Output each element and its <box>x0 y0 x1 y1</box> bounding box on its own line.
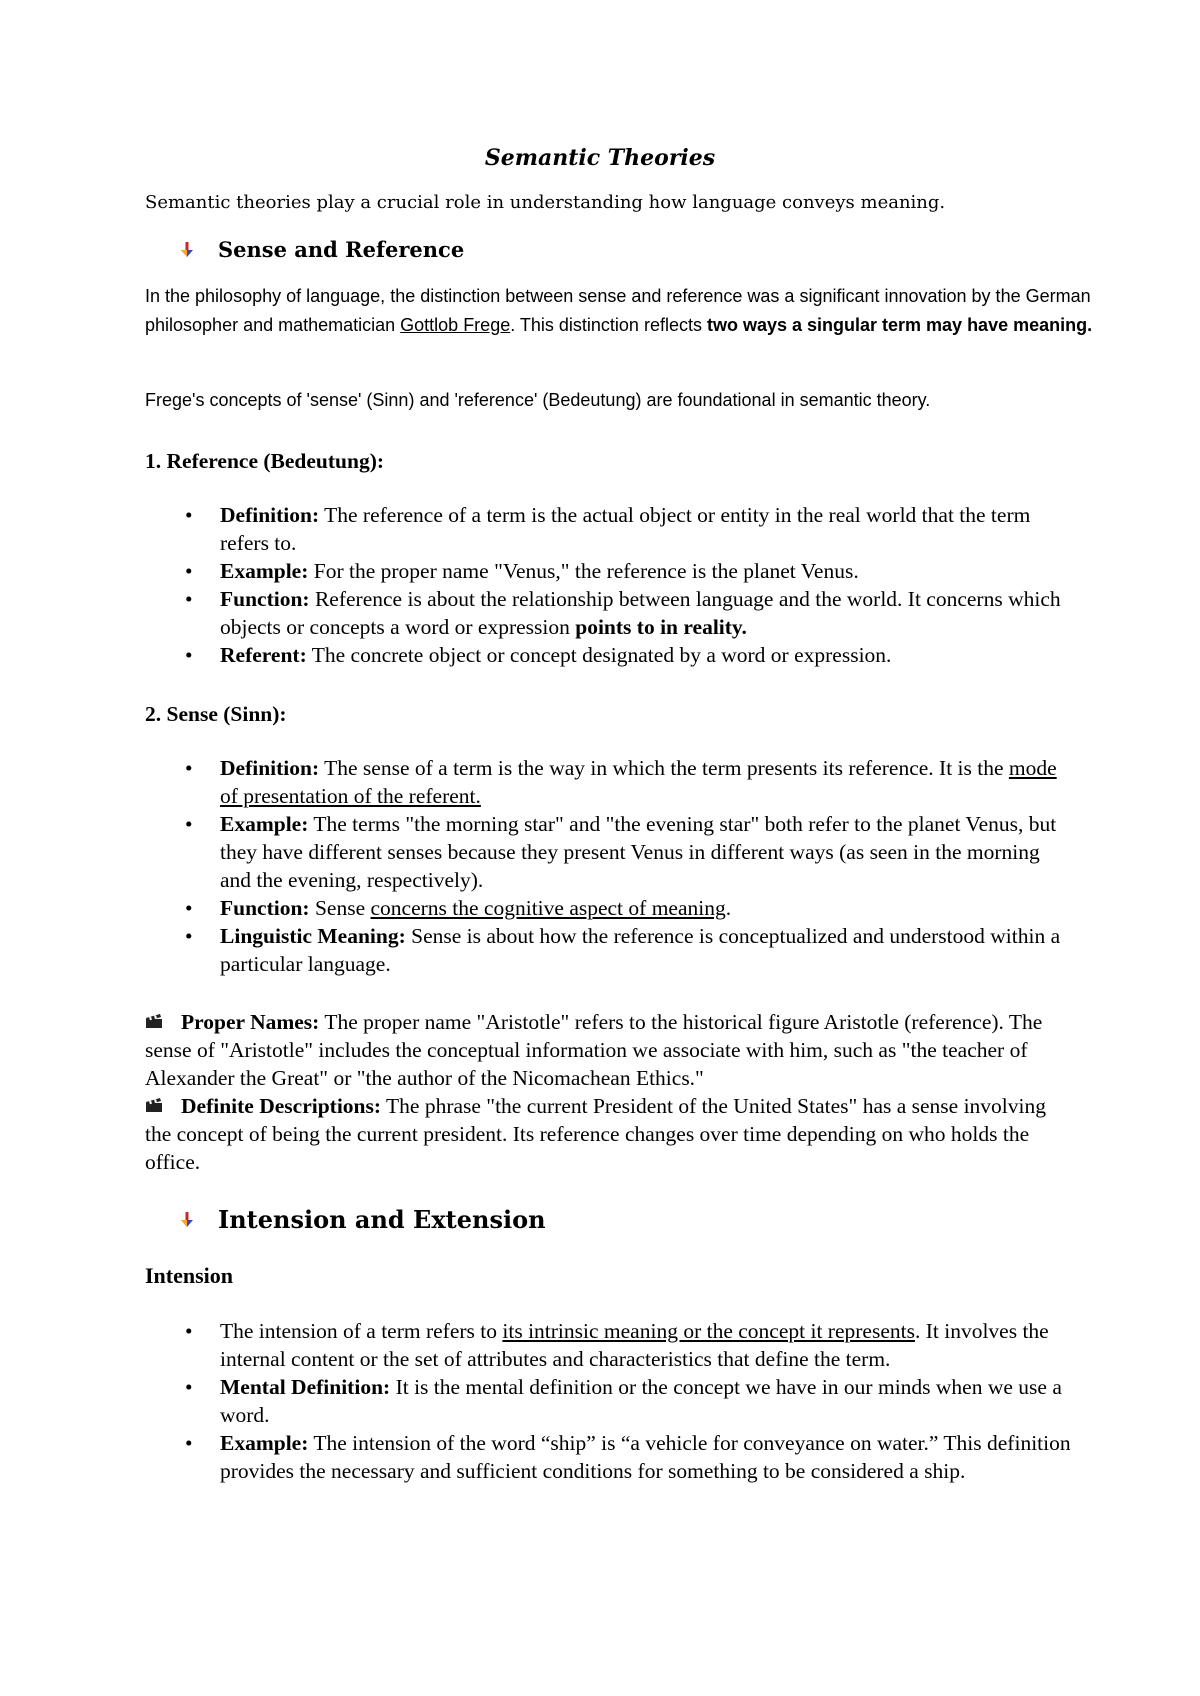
list-item <box>145 1317 1075 1373</box>
list-item <box>145 754 1075 810</box>
item-text: The sense of a term is the way in which the term presents its reference. It is the <box>319 756 1009 780</box>
definite-descriptions-label: Definite Descriptions: <box>181 1094 382 1118</box>
list-item <box>145 501 1075 557</box>
frege-paragraph <box>145 282 1105 340</box>
item-text-after: . <box>725 896 732 920</box>
item-label: Definition: <box>220 756 320 780</box>
item-label: Linguistic Meaning: <box>220 924 406 948</box>
item-label: Referent: <box>220 643 307 667</box>
list-item <box>145 641 1075 669</box>
item-bold-text: points to in reality. <box>575 615 747 639</box>
bullet-icon: • <box>185 503 193 527</box>
sense-list <box>145 754 1075 978</box>
list-item <box>145 922 1075 978</box>
item-text: The intension of the word “ship” is “a vehicle for conveyance on water.” This definition provides the necessary and sufficient conditions for something to be considered a ship. <box>220 1431 1071 1483</box>
list-item <box>145 1373 1075 1429</box>
list-item <box>145 894 1075 922</box>
bullet-icon: • <box>185 896 193 920</box>
section-heading-label: Sense and Reference <box>218 237 465 262</box>
reference-list <box>145 501 1075 669</box>
intension-list <box>145 1317 1075 1485</box>
item-text-after: . It involves the internal content or the set of attributes and characteristics that define the term. <box>220 1319 1049 1371</box>
item-text: Sense is about how the reference is conceptualized and understood within a particular language. <box>220 924 1061 976</box>
item-label: Definition: <box>220 503 320 527</box>
list-item <box>145 1429 1075 1485</box>
definite-descriptions-text: The phrase "the current President of the United States" has a sense involving the concept of being the current president. Its reference changes over time depending on who holds the office. <box>145 1094 1047 1174</box>
list-item <box>145 810 1075 894</box>
item-text: The concrete object or concept designated by a word or expression. <box>306 643 892 667</box>
item-label: Function: <box>220 587 310 611</box>
bullet-icon: • <box>185 756 193 780</box>
clapperboard-icon <box>145 1008 163 1036</box>
item-text: The intension of a term refers to <box>220 1319 503 1343</box>
proper-names-text: The proper name "Aristotle" refers to the historical figure Aristotle (reference). The sense of "Aristotle" includes the conceptual information we associate with him, such as "the teacher of Alexander the Great" or "the author of the Nicomachean Ethics." <box>145 1010 1043 1090</box>
item-label: Example: <box>220 559 309 583</box>
bullet-icon: • <box>185 587 193 611</box>
item-text: It is the mental definition or the concept we have in our minds when we use a word. <box>220 1375 1062 1427</box>
proper-names-label: Proper Names: <box>181 1010 320 1034</box>
bullet-icon: • <box>185 559 193 583</box>
item-text: Reference is about the relationship between language and the world. It concerns which objects or concepts a word or expression <box>220 587 1061 639</box>
bullet-icon: • <box>185 1319 193 1343</box>
item-text: The terms "the morning star" and "the evening star" both refer to the planet Venus, but they have different senses because they present Venus in different ways (as seen in the morning and the evening, respectively). <box>220 812 1057 892</box>
clapperboard-icon <box>145 1092 163 1120</box>
frege-text-2: . This distinction reflects <box>510 315 707 335</box>
list-item <box>145 585 1075 641</box>
item-label: Example: <box>220 812 309 836</box>
item-underline-text: concerns the cognitive aspect of meaning <box>370 896 726 920</box>
concepts-paragraph: Frege's concepts of 'sense' (Sinn) and 'reference' (Bedeutung) are foundational in semantic theory. <box>145 390 931 410</box>
down-arrow-icon <box>180 1210 194 1230</box>
reference-heading: 1. Reference (Bedeutung): <box>145 449 385 473</box>
item-underline-text: mode of presentation of the referent. <box>220 756 1057 808</box>
bullet-icon: • <box>185 924 193 948</box>
sense-heading: 2. Sense (Sinn): <box>145 702 287 726</box>
section-heading-intension-extension <box>180 1206 546 1234</box>
bullet-icon: • <box>185 1375 193 1399</box>
examples-block <box>145 1008 1075 1176</box>
list-item <box>145 557 1075 585</box>
item-label: Mental Definition: <box>220 1375 391 1399</box>
bullet-icon: • <box>185 1431 193 1455</box>
intro-paragraph: Semantic theories play a crucial role in understanding how language conveys meaning. <box>145 192 946 213</box>
bullet-icon: • <box>185 643 193 667</box>
item-text: Sense <box>309 896 371 920</box>
bullet-icon: • <box>185 812 193 836</box>
section-heading-sense-reference <box>180 236 464 264</box>
frege-bold-text: two ways a singular term may have meaning. <box>706 315 1093 335</box>
page-title: Semantic Theories <box>484 145 716 171</box>
intension-heading: Intension <box>145 1263 234 1288</box>
item-label: Function: <box>220 896 310 920</box>
item-underline-text: its intrinsic meaning or the concept it represents <box>502 1319 915 1343</box>
frege-text: In the philosophy of language, the distinction between sense and reference was a significant innovation by the German philosopher and mathematician <box>145 286 1091 335</box>
gottlob-frege-link: Gottlob Frege <box>400 315 511 335</box>
item-label: Example: <box>220 1431 309 1455</box>
section-heading-label: Intension and Extension <box>218 1205 546 1234</box>
item-text: For the proper name "Venus," the reference is the planet Venus. <box>308 559 859 583</box>
down-arrow-icon <box>180 240 194 260</box>
item-text: The reference of a term is the actual object or entity in the real world that the term refers to. <box>220 503 1031 555</box>
